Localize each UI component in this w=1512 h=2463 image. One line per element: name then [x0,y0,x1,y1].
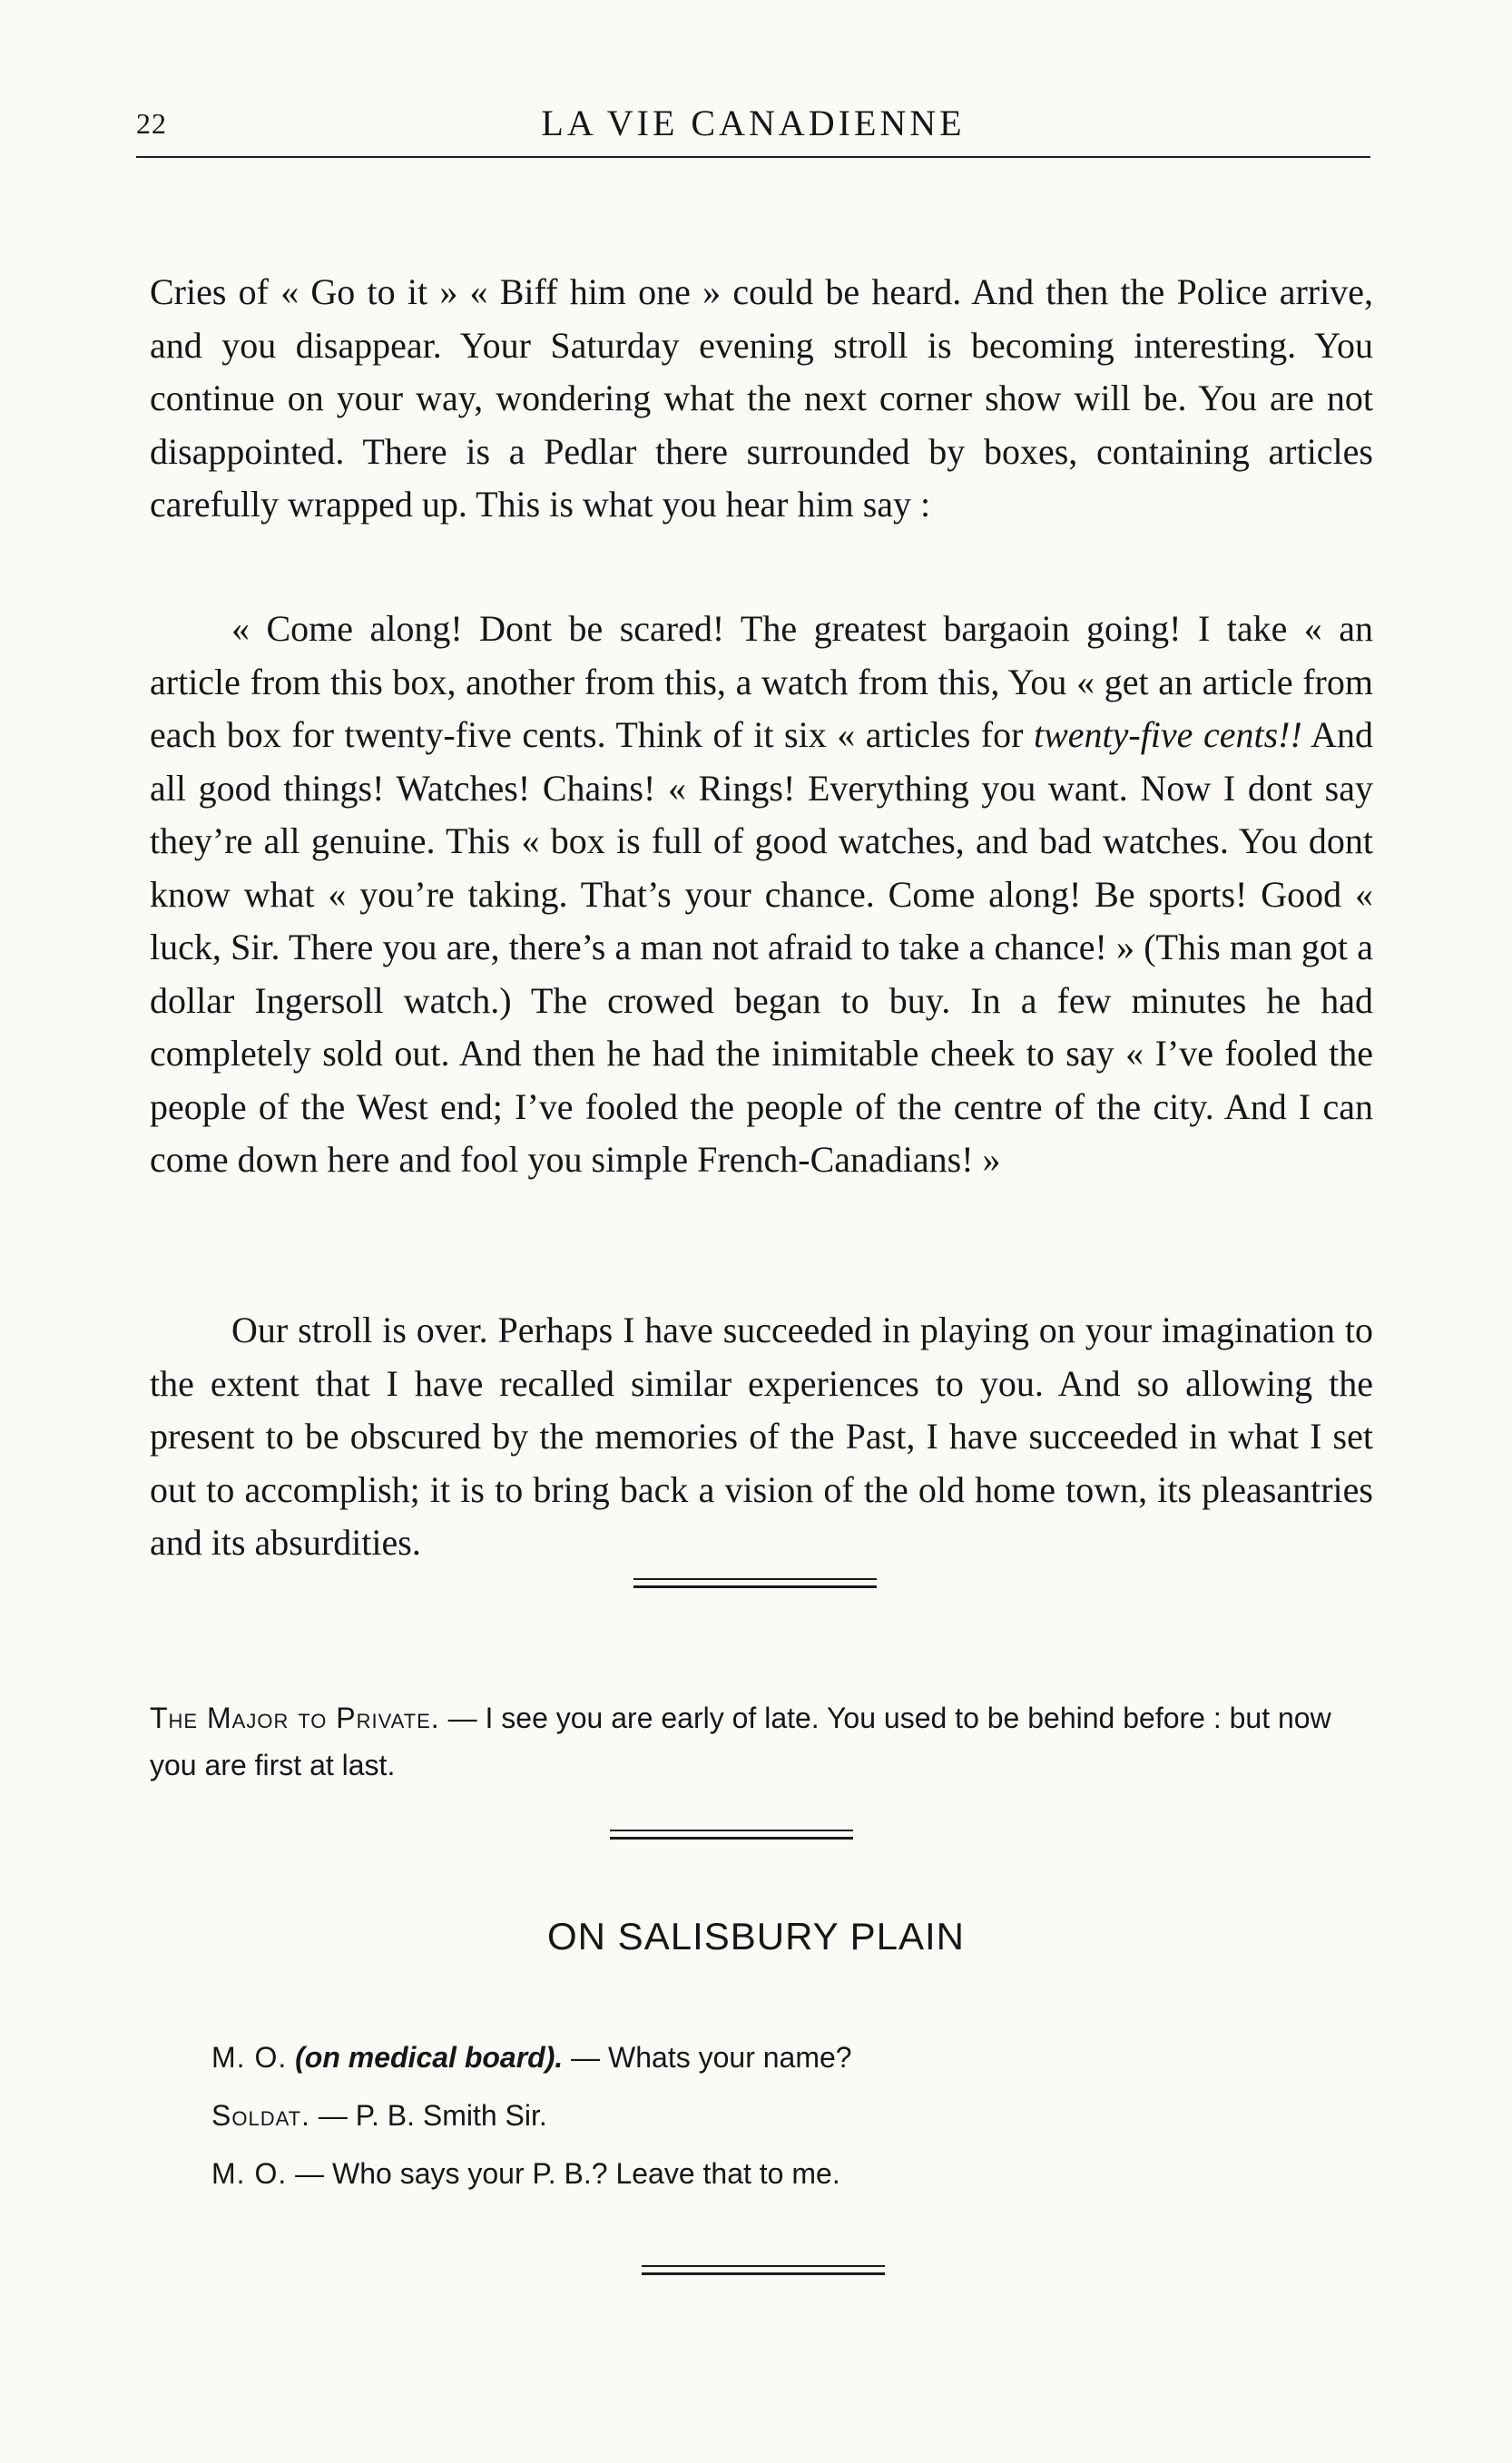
anecdote-text: — I see you are early of late. You used to be behind before : but now you are first at last. [150,1702,1331,1781]
dialogue-line [211,2086,1301,2144]
double-rule-divider [633,1575,877,1592]
paragraph-conclusion: Our stroll is over. Perhaps I have succeeded in playing on your imagination to the extent that I have recalled similar experiences to you. And so allowing the present to be obscured by the memories of the Past, I have succeeded in what I set out to accomplish; it is to bring back a vision of the old home town, its pleasantries and its absurdities. [150,1310,1373,1563]
dialogue-text: — Whats your name? [563,2041,852,2074]
anecdote-speaker: The Major to Private. [150,1702,440,1734]
dialogue-speaker: Soldat. [211,2099,310,2132]
section-title: ON SALISBURY PLAIN [547,1915,965,1958]
header-rule [136,156,1370,158]
dialogue-speaker: M. O. [211,2157,288,2190]
double-rule-divider [610,1827,853,1843]
stage-direction: (on medical board). [295,2041,564,2074]
dialogue-text: — Who says your P. B.? Leave that to me. [287,2157,840,2190]
running-head [136,102,1370,147]
dialogue-line [211,2028,1301,2086]
page-number: 22 [136,107,167,140]
quote-text-part-1: « Come along! Dont be scared! The greatest bargaoin going! I take « an article from this box, another from this, a watch from this, You « get an article from each box for twenty-five cents. Think of it six « articles for [150,608,1373,755]
major-anecdote [150,1694,1373,1789]
double-rule-divider [642,2262,885,2279]
dialogue-text: — P. B. Smith Sir. [309,2099,547,2132]
dialogue-line [211,2144,1301,2203]
dialogue [211,2028,1301,2203]
quote-text-part-2: And all good things! Watches! Chains! « Rings! Everything you want. Now I dont say they’re all genuine. This « box is full of good watches, and bad watches. You dont know what « you’re taking. That’s your chance. Come along! Be sports! Good « luck, Sir. There you are, there’s a man not afraid to take a chance! » (This man got a dollar Ingersoll watch.) The crowed began to buy. In a few minutes he had completely sold out. And then he had the inimitable cheek to say « I’ve fooled the people of the West end; I’ve fooled the people of the centre of the city. And I can come down here and fool you simple French-Canadians! » [150,714,1373,1180]
dialogue-speaker: M. O. [211,2041,288,2074]
quote-emphasis: twenty-five cents!! [1033,714,1302,755]
paragraph-pedlar-intro: Cries of « Go to it » « Biff him one » could be heard. And then the Police arrive, and you disappear. Your Saturday evening stroll is becoming interesting. You continue on your way, wondering what the next corner show will be. You are not disappointed. There is a Pedlar there surrounded by boxes, containing articles carefully wrapped up. This is what you hear him say : [150,271,1373,525]
pedlar-quote [150,603,1373,1187]
running-title: LA VIE CANADIENNE [541,103,966,143]
